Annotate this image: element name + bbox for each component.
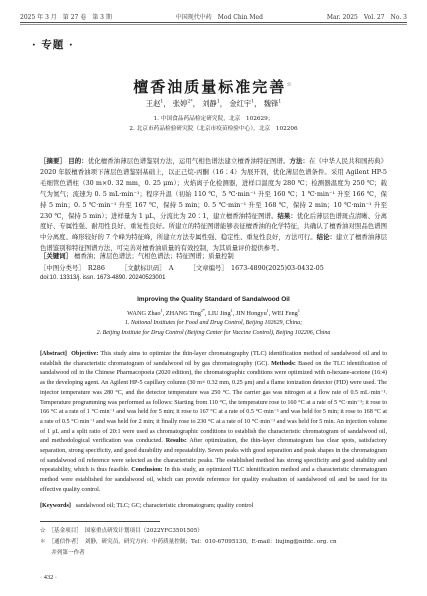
english-affiliation-2: 2. Beijing Institute for Drug Control (Beijing Center for Vaccine Control), Beijing 102206, China <box>96 330 331 336</box>
classification-info <box>40 263 387 272</box>
header-issue-en: Mar. 2025 Vol. 27 No. 3 <box>326 14 407 21</box>
objective-text: 优化檀香油薄层色谱鉴别方法，运用气相色谱法建立檀香油特征图谱。 <box>87 157 290 165</box>
running-header <box>20 12 407 21</box>
conclusion-text-en: In this study, an optimized TLC identification method and a characteristic chromatogram method were established for sandalwood oil, which can provide reference for quality evaluation of sandalwood oil and be used for its effective quality control. <box>40 467 387 493</box>
author-en: JIN Hongyu$^1$ <box>235 308 269 318</box>
affiliation-1: 1. 中国食品药品检定研究院，北京 102629； <box>153 116 274 122</box>
footnote-rule <box>40 521 160 522</box>
abstract-en-label: [Abstract] <box>40 351 67 357</box>
keywords-en <box>40 502 387 509</box>
author-en: WEI Feng$^1$ <box>271 308 300 318</box>
objective-label: 目的： <box>68 157 88 165</box>
abstract-cn <box>40 156 387 254</box>
methods-text-en: Based on the TLC identification of sandalwood oil in the Chinese Pharmacopoeia (2020 edition), the chromatographic conditions were optimized with n-hexane-acetone (16:4) as the developing agent. An Agilent HP-5 capillary column (30 m× 0.32 mm, 0.25 μm) and a flame ionization detector (FID) were used. The injector temperature was 280 °C, and the detector temperature was 250 °C. The carrier gas was nitrogen at a flow rate of 0.5 mL·min⁻¹. Temperature programming was performed as follows: Starting from 110 °C, the temperature rose to 160 °C at a rate of 5 °C·min⁻¹; it rose to 166 °C at a rate of 1 °C·min⁻¹ and was held for 5 min; it rose to 167 °C at a rate of 0.5 °C·min⁻¹ and was held for 5 min; it rose to 168 °C at a rate of 0.5 °C·min⁻¹ and was held for 2 min; it finally rose to 230 °C at a rate of 10 °C·min⁻¹ and was held for 5 min. An injection volume of 1 μL and a split ratio of 20:1 were used as chromatographic conditions to establish the characteristic chromatogram of sandalwood oil, and methodological verification was conducted. <box>40 360 387 445</box>
affiliation-2: 2. 北京市药品检验研究院（北京市疫苗检验中心），北京 102206 <box>129 126 298 132</box>
methods-label: 方法： <box>289 157 310 165</box>
results-label-en: Results: <box>165 438 187 445</box>
author: 魏锋$^1$ <box>263 99 282 108</box>
header-rule-thin <box>20 24 407 25</box>
header-journal: 中国现代中药 Mod Chin Med <box>175 14 263 21</box>
keywords-cn <box>40 251 387 260</box>
results-label: 结果： <box>277 211 297 220</box>
header-issue: 2025 年 3 月 第 27 卷 第 3 期 <box>20 14 112 21</box>
author: 刘静$^1$ <box>202 99 220 108</box>
methods-text: 在《中华人民共和国药典》2020 年版檀香油项下薄层色谱鉴别基础上，以正己烷-丙酮（16∶4）为展开剂，优化薄层色谱条件。采用 Agilent HP-5 毛细管色谱柱（30 m×0. 32 mm，0. 25 μm）；火焰离子化检测器，进样口温度为 280 ℃；检测器温度为 250 ℃；载气为氮气；流速为 0. 5 mL·min⁻¹；程序升温（初始 110 ℃，5 ℃·min⁻¹ 升至 160 ℃；1 ℃·min⁻¹ 升至 166 ℃，保持 5 min；0. 5 ℃·min⁻¹ 升至 167 ℃，保持 5 min；0. 5 ℃·min⁻¹ 升至 168 ℃，保持 2 min；10 ℃·min⁻¹ 升至 230 ℃，保持 5 min）；进样量为 1 μL，分流比为 20∶1，建立檀香油特征图谱。 <box>40 157 388 220</box>
author: 王赵$^1$ <box>145 99 164 108</box>
page-number: · 432 · <box>40 574 58 581</box>
english-affiliation-1: 1. National Institutes for Food and Drug Control, Beijing 102629, China; <box>124 320 303 326</box>
author-list: 王赵$^1$， 张婷$^{2*}$， 刘静$^1$， 金红宇$^1$， 魏锋$^1$ <box>145 99 282 108</box>
english-title: Improving the Quality Standard of Sandalwood Oil <box>137 296 290 303</box>
article-title <box>0 76 427 97</box>
results-text: 优化后薄层色谱斑点清晰、分离度好、专属性强、耐用性良好、重复性良好。所建立的特征图谱能够表征檀香油的化学特征，共确认了檀香油对照品色谱图中分离度、峰形较好的 7 个峰为特征峰，所建立方法专属性强、稳定性、重复性良好，方法可行。 <box>40 211 388 242</box>
conclusion-label: 结论： <box>316 233 336 242</box>
title-fund-mark: ☆ <box>286 81 294 88</box>
section-label: · 专题 · <box>32 39 74 51</box>
abstract-cn-label: ［摘要］ <box>40 157 67 165</box>
keywords-cn-label: ［关键词］ <box>40 252 72 260</box>
author-en: WANG Zhao$^1$ <box>127 308 163 318</box>
objective-text-en: This study aims to optimize the thin-layer chromatography (TLC) identification method of sandalwood oil and to establish the characteristic chromatogram of sandalwood oil by gas chromatography (GC). <box>40 351 387 367</box>
results-text-en: After optimization, the thin-layer chromatogram has clear spots, satisfactory separation, strong specificity, and good durability and repeatability. Seven peaks with good separation and peak shapes in the chromatogram of sandalwood oil reference were selected as the characteristic peaks. The established method has strong specificity and good stability and repeatability, which is thus feasible. <box>40 438 388 474</box>
header-rule <box>20 22 407 23</box>
clc-number: ［中图分类号］ R286 <box>40 264 105 272</box>
keywords-en-text: sandalwood oil; TLC; GC; characteristic chromatogram; quality control <box>75 502 254 509</box>
author: 张婷$^{2*}$ <box>172 99 193 108</box>
conclusion-text: 建立了檀香油薄层色谱鉴别和特征图谱方法，可完善对檀香油质量的有效控制，为其质量评价提供参考。 <box>40 233 388 253</box>
article-title-text: 檀香油质量标准完善 <box>133 78 287 96</box>
footnote-cofirst: 并列第一作者 <box>40 550 85 556</box>
document-code: ［文献标识码］ A <box>120 264 174 272</box>
keywords-cn-text: 檀香油；薄层色谱法；气相色谱法；特征图谱；质量控制 <box>74 252 234 260</box>
footnote-corresponding: ＊ ［通信作者］ 刘静，研究员，研究方向：中药质量控制；Tel：010-67095130，E-mail：liujing@nifdc. org. cn <box>40 539 337 545</box>
methods-label-en: Methods: <box>271 360 296 367</box>
doi[interactable]: doi:10. 13313/j. issn. 1673-4890. 20240523001 <box>40 275 166 281</box>
author-en: ZHANG Ting$^{2*}$ <box>165 308 205 318</box>
objective-label-en: Objective: <box>71 351 99 357</box>
article-number: ［文章编号］ 1673-4890(2025)03-0432-05 <box>189 264 324 272</box>
conclusion-label-en: Conclusion: <box>131 467 163 474</box>
abstract-en <box>40 350 387 496</box>
keywords-en-label: [Keywords] <box>40 502 71 509</box>
author: 金红宇$^1$ <box>229 99 255 108</box>
author-en: LIU Jing$^1$ <box>208 308 233 318</box>
english-author-list: WANG Zhao$^1$, ZHANG Ting$^{2*}$, LIU Jing$^1$, JIN Hongyu$^1$, WEI Feng$^1$ <box>127 308 300 318</box>
footnote-funding: ☆ ［基金项目］ 国家重点研发计划项目（2022YFC3501505） <box>40 528 203 534</box>
